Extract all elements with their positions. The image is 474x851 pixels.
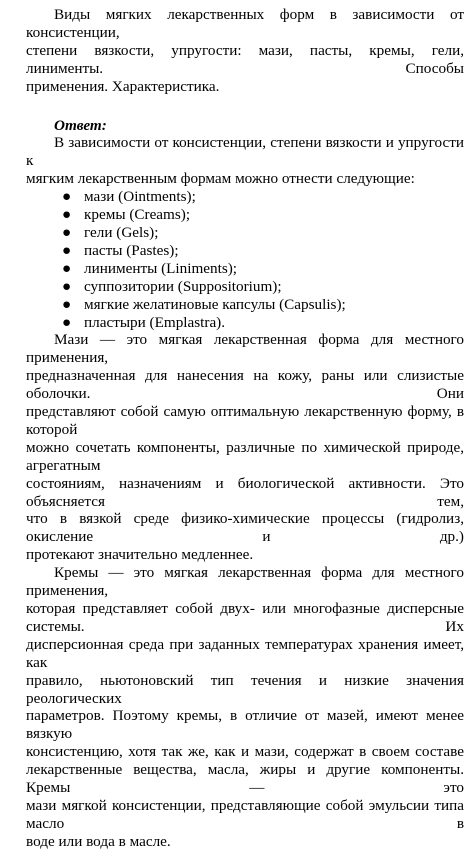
list-item-text: мягкие желатиновые капсулы (Capsulis); [84, 295, 346, 313]
answer-intro-line: В зависимости от консистенции, степени вязкости и упругости к [26, 134, 464, 170]
bullet-icon: ● [62, 295, 72, 313]
list-item [26, 260, 464, 278]
ointments-paragraph [26, 331, 464, 564]
list-item [26, 206, 464, 224]
creams-line: мази мягкой консистенции, представляющие собой эмульсии типа масло в [26, 796, 464, 832]
list-item [26, 278, 464, 296]
creams-line: дисперсионная среда при заданных температурах хранения имеет, как [26, 635, 464, 671]
ointments-line: что в вязкой среде физико-химические процессы (гидролиз, окисление и др.) [26, 510, 464, 546]
ointments-line: протекают значительно медленнее. [26, 546, 254, 564]
list-item-text: суппозитории (Suppositorium); [84, 277, 282, 295]
creams-line: Кремы — это мягкая лекарственная форма для местного применения, [26, 564, 464, 600]
list-item-text: пластыри (Emplastra). [84, 313, 226, 331]
list-item-text: мази (Ointments); [84, 188, 196, 206]
creams-line: лекарственные вещества, масла, жиры и другие компоненты. Кремы — это [26, 761, 464, 797]
creams-line: параметров. Поэтому кремы, в отличие от мазей, имеют менее вязкую [26, 707, 464, 743]
bullet-icon: ● [62, 223, 72, 241]
list-item [26, 224, 464, 242]
answer-intro [26, 134, 464, 188]
bullet-icon: ● [62, 259, 72, 277]
creams-line: правило, ньютоновский тип течения и низкие значения реологических [26, 671, 464, 707]
question-line: степени вязкости, упругости: мази, пасты, кремы, гели, линименты. Способы [26, 41, 464, 77]
ointments-line: состояниям, назначениям и биологической активности. Это объясняется тем, [26, 474, 464, 510]
list-item-text: пасты (Pastes); [84, 241, 179, 259]
question-line: применения. Характеристика. [26, 77, 220, 95]
creams-line: которая представляет собой двух- или многофазные дисперсные системы. Их [26, 600, 464, 635]
creams-line: консистенцию, хотя так же, как и мази, содержат в своем составе [26, 743, 464, 761]
list-item-text: линименты (Liniments); [84, 259, 238, 277]
bullet-icon: ● [62, 277, 72, 295]
ointments-line: Мази — это мягкая лекарственная форма для местного применения, [26, 331, 464, 367]
bullet-icon: ● [62, 188, 72, 206]
question-line: Виды мягких лекарственных форм в зависимости от консистенции, [26, 6, 464, 41]
answer-intro-line: мягким лекарственным формам можно отнести следующие: [26, 170, 415, 188]
creams-paragraph [26, 564, 464, 851]
bullet-icon: ● [62, 206, 72, 224]
ointments-line: представляют собой самую оптимальную лекарственную форму, в которой [26, 403, 464, 438]
ointments-line: предназначенная для нанесения на кожу, раны или слизистые оболочки. Они [26, 367, 464, 403]
list-item [26, 242, 464, 260]
document-page [26, 6, 464, 851]
ointments-line: можно сочетать компоненты, различные по химической природе, агрегатным [26, 438, 464, 474]
list-item [26, 296, 464, 314]
creams-line: воде или вода в масле. [26, 832, 171, 850]
list-item [26, 188, 464, 206]
list-item-text: кремы (Creams); [84, 206, 191, 224]
list-item-text: гели (Gels); [84, 223, 159, 241]
dosage-forms-list [26, 188, 464, 331]
bullet-icon: ● [62, 313, 72, 331]
list-item [26, 314, 464, 332]
question-paragraph [26, 6, 464, 96]
answer-heading: Ответ: [54, 116, 107, 134]
bullet-icon: ● [62, 241, 72, 259]
